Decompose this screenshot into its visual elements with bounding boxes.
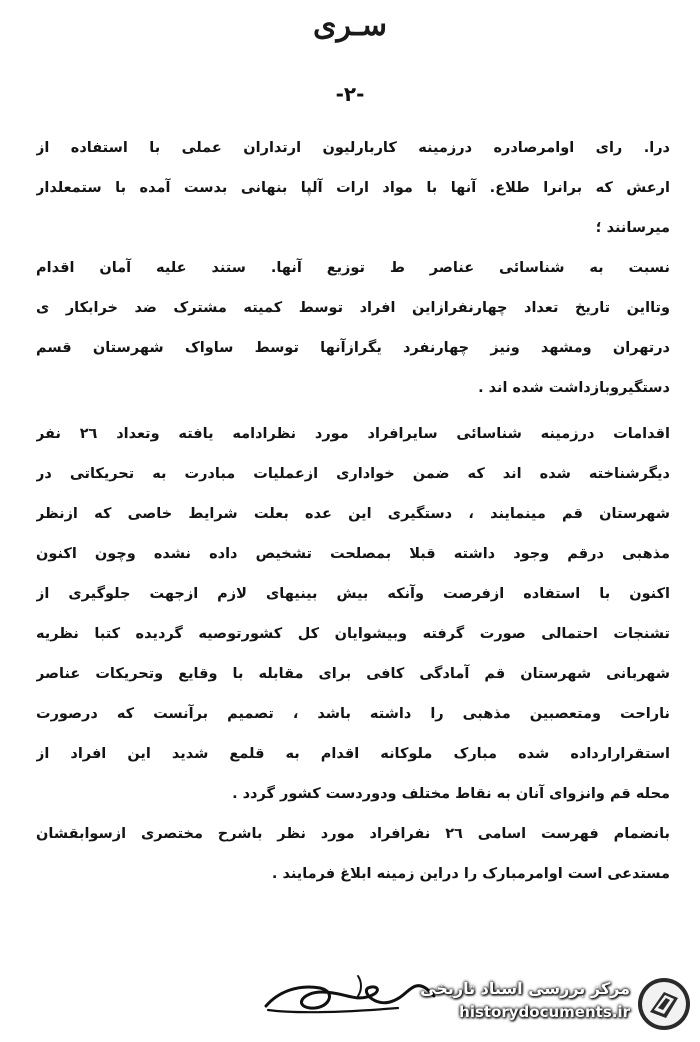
page-number: -٢- [335, 82, 365, 106]
text-line: بانضمام فهرست اسامی ٢٦ نفرافراد مورد نظر باشرح مختصری ازسوابقشان [36, 826, 670, 842]
text-line: ارعش که برانرا طلاع. آنها با مواد ارات آلپا بنهانی بدست آمده با ستمعلدار [36, 180, 670, 196]
watermark-url: historydocuments.ir [459, 1003, 630, 1021]
text-line: شهربانی شهرستان قم آمادگی کافی برای مقابله با وقایع وتحریکات عناصر [36, 666, 670, 682]
text-line: محله قم وانزوای آنان به نقاط مختلف ودوردست کشور گردد . [232, 786, 670, 802]
watermark [407, 972, 692, 1034]
text-line: دیگرشناخته شده اند که ضمن خواداری ازعملیات مبادرت به تحریکاتی در [36, 466, 670, 482]
text-line: مستدعی است اوامرمبارک را دراین زمینه ابلاغ فرمایند . [271, 866, 670, 882]
text-line: ناراحت ومتعصبین مذهبی را داشته باشد ، تصمیم برآنست که درصورت [36, 706, 670, 722]
text-line: اکنون با استفاده ازفرصت وآنکه بیش بینیهای لازم ازجهت جلوگیری از [36, 586, 670, 602]
watermark-title: مرکز بررسی اسناد تاریخی [420, 979, 630, 998]
text-line: شهرستان قم مینمایند ، دستگیری این عده بعلت شرایط خاصی که ازنظر [36, 506, 670, 522]
text-line: استقرارارداده شده مبارک ملوکانه اقدام به قلمع شدید این افراد از [36, 746, 670, 762]
text-line: میرسانند ؛ [595, 220, 670, 236]
document-body [36, 128, 670, 894]
text-line: مذهبی درقم وجود داشته قبلا بمصلحت تشخیص داده نشده وچون اکنون [36, 546, 670, 562]
text-line: دستگیروبازداشت شده اند . [478, 380, 670, 396]
watermark-text [410, 978, 630, 1024]
classification-stamp: سـری [313, 8, 387, 43]
text-line: نسبت به شناسائی عناصر ط توزیع آنها. ستند علیه آمان اقدام [36, 260, 670, 276]
text-line: اقدامات درزمینه شناسائی سایرافراد مورد نظرادامه یافته وتعداد ٢٦ نفر [36, 426, 670, 442]
text-line: تشنجات احتمالی صورت گرفته وبیشوایان کل کشورتوصیه گردیده کتبا نظریه [36, 626, 670, 642]
book-logo-icon [636, 976, 692, 1032]
text-line: درتهران ومشهد ونیز چهارنفرد یگرازآنها توسط ساواک شهرستان قسم [36, 340, 670, 356]
text-line: وتااین تاریخ تعداد چهارنفرازاین افراد توسط کمیته مشترک ضد خرابکار ی [36, 300, 670, 316]
document-header [0, 8, 700, 43]
text-line: درا. رای اوامرصادره درزمینه کاربارلیون ارتداران عملی با استفاده از [36, 140, 670, 156]
